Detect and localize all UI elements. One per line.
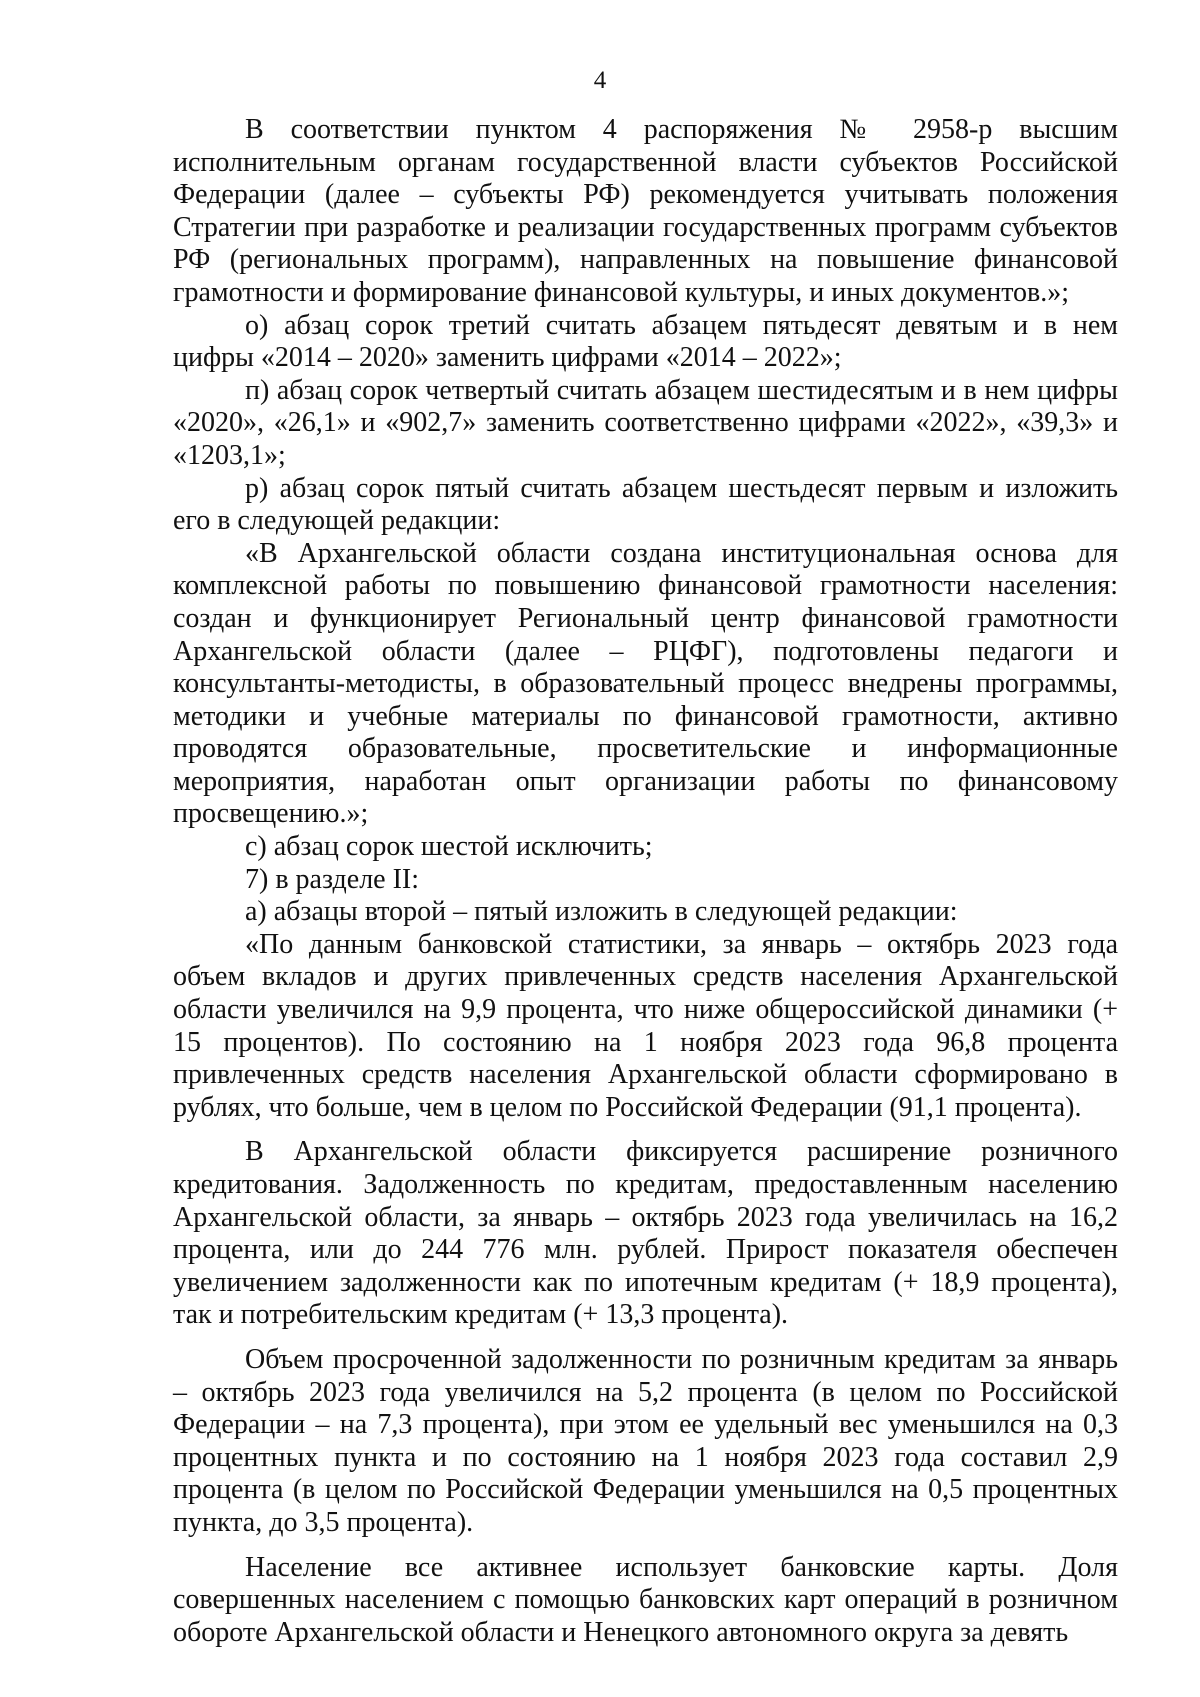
- paragraph-item-a: а) абзацы второй – пятый изложить в следующей редакции:: [245, 896, 958, 928]
- paragraph-institutional-basis: «В Архангельской области создана институциональная основа для комплексной работы по повышению финансовой грамотности населения: создан и функционирует Региональный центр финансовой грамотности Архангельской области (далее – РЦФГ), подготовлены педагоги и консультанты-методисты, в образовательный процесс внедрены программы, методики и учебные материалы по финансовой грамотности, активно проводятся образовательные, просветительские и информационные мероприятия, наработан опыт организации работы по финансовому просвещению.»;: [173, 537, 1118, 830]
- paragraph-strategy-recommendation: В соответствии пунктом 4 распоряжения № 2958-р высшим исполнительным органам государственной власти субъектов Российской Федерации (далее – субъекты РФ) рекомендуется учитывать положения Стратегии при разработке и реализации государственных программ субъектов РФ (региональных программ), направленных на повышение финансовой грамотности и формирование финансовой культуры, и иных документов.»;: [173, 114, 1118, 308]
- paragraph-item-p: п) абзац сорок четвертый считать абзацем шестидесятым и в нем цифры «2020», «26,1» и «902,7» заменить соответственно цифрами «2022», «39,3» и «1203,1»;: [173, 374, 1118, 471]
- paragraph-bank-statistics: «По данным банковской статистики, за январь – октябрь 2023 года объем вкладов и других привлеченных средств населения Архангельской области увеличился на 9,9 процента, что ниже общероссийской динамики (+ 15 процентов). По состоянию на 1 ноября 2023 года 96,8 процента привлеченных средств населения Архангельской области сформировано в рублях, что больше, чем в целом по Российской Федерации (91,1 процента).: [173, 928, 1118, 1123]
- page-number: 4: [593, 67, 607, 94]
- paragraph-item-r: р) абзац сорок пятый считать абзацем шестьдесят первым и изложить его в следующей редакции:: [173, 472, 1118, 537]
- paragraph-item-o: о) абзац сорок третий считать абзацем пятьдесят девятым и в нем цифры «2014 – 2020» заменить цифрами «2014 – 2022»;: [173, 309, 1118, 374]
- paragraph-retail-lending: В Архангельской области фиксируется расширение розничного кредитования. Задолженность по кредитам, предоставленным населению Архангельской области, за январь – октябрь 2023 года увеличилась на 16,2 процента, или до 244 776 млн. рублей. Прирост показателя обеспечен увеличением задолженности как по ипотечным кредитам (+ 18,9 процента), так и потребительским кредитам (+ 13,3 процента).: [173, 1136, 1118, 1331]
- paragraph-item-s: с) абзац сорок шестой исключить;: [245, 831, 653, 863]
- document-body: [173, 114, 1118, 1649]
- paragraph-section-ii: 7) в разделе II:: [245, 863, 420, 895]
- paragraph-overdue-debt: Объем просроченной задолженности по розничным кредитам за январь – октябрь 2023 года увеличился на 5,2 процента (в целом по Российской Федерации – на 7,3 процента), при этом ее удельный вес уменьшился на 0,3 процентных пункта и по состоянию на 1 ноября 2023 года составил 2,9 процента (в целом по Российской Федерации уменьшился на 0,5 процентных пункта, до 3,5 процента).: [173, 1343, 1118, 1538]
- paragraph-bank-cards: Население все активнее использует банковские карты. Доля совершенных населением с помощью банковских карт операций в розничном обороте Архангельской области и Ненецкого автономного округа за девять: [173, 1551, 1118, 1648]
